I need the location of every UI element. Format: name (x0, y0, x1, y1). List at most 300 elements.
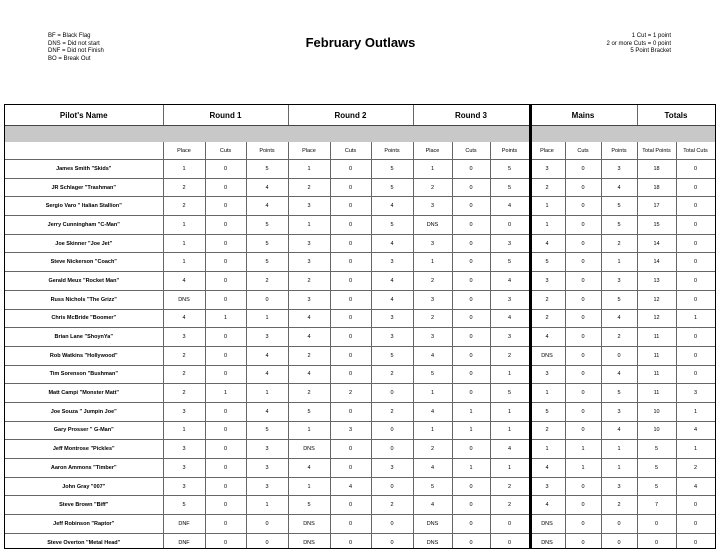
legend-line: BO = Break Out (48, 55, 91, 62)
round1-points: 5 (246, 234, 288, 253)
mains-place: 3 (529, 160, 565, 179)
round1-points: 0 (246, 533, 288, 549)
round3-points: 2 (490, 477, 529, 496)
mains-cuts: 0 (565, 290, 601, 309)
round1-points: 1 (246, 309, 288, 328)
table-row (5, 309, 715, 328)
round1-cuts: 0 (205, 253, 246, 272)
round3-cuts: 0 (452, 234, 490, 253)
total-cuts: 0 (676, 234, 715, 253)
round1-cuts: 0 (205, 402, 246, 421)
scoring-rules (606, 33, 671, 56)
subheader-cuts: Cuts (330, 142, 371, 160)
round3-cuts: 0 (452, 272, 490, 291)
mains-cuts: 0 (565, 515, 601, 534)
table-row (5, 459, 715, 478)
round1-points: 4 (246, 365, 288, 384)
round1-place: 1 (163, 421, 205, 440)
legend-line: DNF = Did not Finish (48, 48, 104, 55)
subheader-place: Place (163, 142, 205, 160)
round3-place: 3 (413, 290, 452, 309)
total-points: 14 (637, 253, 676, 272)
round2-place: 4 (288, 309, 330, 328)
round3-points: 3 (490, 290, 529, 309)
round2-place: DNS (288, 440, 330, 459)
round1-cuts: 0 (205, 178, 246, 197)
round3-place: 1 (413, 160, 452, 179)
round3-cuts: 1 (452, 402, 490, 421)
round2-cuts: 0 (330, 216, 371, 235)
pilot-name: Rob Watkins "Hollywood" (5, 346, 163, 365)
mains-points: 3 (601, 272, 637, 291)
total-points: 0 (637, 515, 676, 534)
round2-points: 5 (371, 178, 413, 197)
round1-place: 1 (163, 216, 205, 235)
total-points: 15 (637, 216, 676, 235)
round1-points: 0 (246, 515, 288, 534)
mains-cuts: 0 (565, 384, 601, 403)
mains-cuts: 0 (565, 178, 601, 197)
subheader-total-points: Total Points (637, 142, 676, 160)
mains-cuts: 0 (565, 216, 601, 235)
round2-place: 2 (288, 384, 330, 403)
mains-cuts: 0 (565, 346, 601, 365)
round3-place: 2 (413, 272, 452, 291)
round1-place: 3 (163, 477, 205, 496)
round2-place: DNS (288, 515, 330, 534)
mains-points: 4 (601, 365, 637, 384)
total-cuts: 0 (676, 160, 715, 179)
scoring-line: 2 or more Cuts = 0 point (606, 40, 671, 47)
round3-place: DNS (413, 533, 452, 549)
round3-points: 4 (490, 440, 529, 459)
round1-points: 3 (246, 459, 288, 478)
table-row (5, 440, 715, 459)
pilot-name: Jeff Montrose "Pickles" (5, 440, 163, 459)
round1-place: DNF (163, 515, 205, 534)
mains-points: 3 (601, 402, 637, 421)
round1-points: 1 (246, 496, 288, 515)
mains-place: DNS (529, 515, 565, 534)
round1-cuts: 0 (205, 477, 246, 496)
round1-cuts: 0 (205, 197, 246, 216)
round2-place: 2 (288, 272, 330, 291)
round1-place: 2 (163, 365, 205, 384)
mains-place: 2 (529, 309, 565, 328)
round3-points: 5 (490, 178, 529, 197)
round2-points: 3 (371, 328, 413, 347)
table-row (5, 197, 715, 216)
round3-points: 5 (490, 384, 529, 403)
round2-cuts: 0 (330, 178, 371, 197)
header-row (5, 105, 716, 126)
mains-place: 4 (529, 328, 565, 347)
round3-points: 4 (490, 197, 529, 216)
round2-points: 3 (371, 309, 413, 328)
table-row (5, 160, 715, 179)
pilot-name: Steve Brown "Biff" (5, 496, 163, 515)
round2-cuts: 3 (330, 421, 371, 440)
round1-place: DNS (163, 290, 205, 309)
mains-cuts: 0 (565, 253, 601, 272)
round2-points: 5 (371, 160, 413, 179)
mains-points: 1 (601, 440, 637, 459)
mains-points: 2 (601, 496, 637, 515)
scoring-line: 5 Point Bracket (630, 48, 671, 55)
pilot-name: Brian Lane "ShoynYa" (5, 328, 163, 347)
pilot-name: Jerry Cunningham "C-Man" (5, 216, 163, 235)
round1-points: 0 (246, 290, 288, 309)
mains-points: 5 (601, 197, 637, 216)
mains-place: 3 (529, 272, 565, 291)
round3-cuts: 1 (452, 421, 490, 440)
pilot-name: Tim Sorenson "Bushman" (5, 365, 163, 384)
round2-points: 0 (371, 533, 413, 549)
round3-place: 4 (413, 496, 452, 515)
round1-place: 5 (163, 496, 205, 515)
round2-place: 4 (288, 328, 330, 347)
round2-cuts: 0 (330, 533, 371, 549)
round3-cuts: 0 (452, 309, 490, 328)
header-pilot: Pilot's Name (5, 105, 163, 126)
table-row (5, 346, 715, 365)
subheader-points: Points (601, 142, 637, 160)
round2-place: 5 (288, 496, 330, 515)
round2-cuts: 0 (330, 328, 371, 347)
table-row (5, 234, 715, 253)
total-cuts: 0 (676, 346, 715, 365)
total-cuts: 0 (676, 272, 715, 291)
round2-points: 5 (371, 216, 413, 235)
pilot-name: James Smith "Skids" (5, 160, 163, 179)
round2-cuts: 0 (330, 515, 371, 534)
round3-cuts: 0 (452, 178, 490, 197)
round1-cuts: 1 (205, 309, 246, 328)
round1-place: 3 (163, 402, 205, 421)
round1-cuts: 0 (205, 365, 246, 384)
total-points: 17 (637, 197, 676, 216)
round2-place: 5 (288, 402, 330, 421)
round3-cuts: 0 (452, 496, 490, 515)
round2-place: 3 (288, 290, 330, 309)
total-points: 0 (637, 533, 676, 549)
mains-place: 1 (529, 197, 565, 216)
round1-points: 5 (246, 421, 288, 440)
round2-points: 4 (371, 197, 413, 216)
round1-points: 4 (246, 402, 288, 421)
round3-points: 3 (490, 328, 529, 347)
mains-points: 0 (601, 533, 637, 549)
round1-cuts: 0 (205, 328, 246, 347)
round1-cuts: 1 (205, 384, 246, 403)
total-points: 12 (637, 309, 676, 328)
mains-cuts: 0 (565, 160, 601, 179)
total-points: 10 (637, 421, 676, 440)
round2-place: 1 (288, 477, 330, 496)
round3-place: 2 (413, 309, 452, 328)
header-mains: Mains (529, 105, 637, 126)
scoring-line: 1 Cut = 1 point (631, 33, 671, 39)
pilot-name: Sergio Varo " Italian Stallion" (5, 197, 163, 216)
round3-place: 2 (413, 440, 452, 459)
round2-points: 4 (371, 272, 413, 291)
round3-cuts: 0 (452, 384, 490, 403)
total-points: 13 (637, 272, 676, 291)
mains-place: 3 (529, 365, 565, 384)
round3-place: 1 (413, 253, 452, 272)
total-cuts: 0 (676, 533, 715, 549)
round1-cuts: 0 (205, 440, 246, 459)
round1-place: 2 (163, 178, 205, 197)
total-cuts: 4 (676, 421, 715, 440)
round1-place: 2 (163, 384, 205, 403)
round1-cuts: 0 (205, 515, 246, 534)
mains-cuts: 0 (565, 402, 601, 421)
round1-points: 5 (246, 160, 288, 179)
mains-points: 1 (601, 253, 637, 272)
round2-points: 0 (371, 477, 413, 496)
round3-cuts: 0 (452, 477, 490, 496)
round1-points: 3 (246, 328, 288, 347)
subheader-place: Place (413, 142, 452, 160)
round2-cuts: 0 (330, 309, 371, 328)
pilot-name: Matt Campi "Monster Matt" (5, 384, 163, 403)
round1-place: 2 (163, 197, 205, 216)
round2-place: 1 (288, 160, 330, 179)
round3-place: 4 (413, 402, 452, 421)
pilot-name: Aaron Ammons "Timber" (5, 459, 163, 478)
round1-place: 3 (163, 440, 205, 459)
round1-place: 1 (163, 160, 205, 179)
round3-points: 1 (490, 421, 529, 440)
round3-points: 1 (490, 402, 529, 421)
mains-points: 4 (601, 309, 637, 328)
mains-points: 1 (601, 459, 637, 478)
total-cuts: 0 (676, 216, 715, 235)
table-row (5, 365, 715, 384)
legend-line: BF = Black Flag (48, 33, 91, 39)
total-cuts: 0 (676, 515, 715, 534)
header-round1: Round 1 (163, 105, 288, 126)
total-points: 5 (637, 477, 676, 496)
total-cuts: 4 (676, 477, 715, 496)
round1-cuts: 0 (205, 160, 246, 179)
total-points: 12 (637, 290, 676, 309)
round2-points: 2 (371, 402, 413, 421)
round2-cuts: 4 (330, 477, 371, 496)
round2-points: 0 (371, 421, 413, 440)
mains-points: 2 (601, 234, 637, 253)
mains-place: 3 (529, 477, 565, 496)
pilot-name: Russ Nichols "The Grizz" (5, 290, 163, 309)
mains-points: 3 (601, 477, 637, 496)
mains-cuts: 0 (565, 197, 601, 216)
mains-points: 4 (601, 421, 637, 440)
pilot-name: Joe Skinner "Joe Jet" (5, 234, 163, 253)
round1-points: 2 (246, 272, 288, 291)
round3-place: 1 (413, 421, 452, 440)
mains-place: 2 (529, 290, 565, 309)
round2-cuts: 2 (330, 384, 371, 403)
round1-place: 4 (163, 309, 205, 328)
round3-points: 2 (490, 346, 529, 365)
round3-points: 3 (490, 234, 529, 253)
round2-place: DNS (288, 533, 330, 549)
round1-place: 3 (163, 328, 205, 347)
round3-cuts: 0 (452, 216, 490, 235)
round3-place: 3 (413, 197, 452, 216)
results-table (5, 142, 716, 549)
round1-place: DNF (163, 533, 205, 549)
round1-place: 4 (163, 272, 205, 291)
header-totals: Totals (637, 105, 715, 126)
total-points: 18 (637, 178, 676, 197)
total-points: 11 (637, 365, 676, 384)
round2-place: 2 (288, 178, 330, 197)
round1-cuts: 0 (205, 496, 246, 515)
table-row (5, 533, 715, 549)
round3-cuts: 0 (452, 290, 490, 309)
round3-cuts: 0 (452, 533, 490, 549)
mains-cuts: 0 (565, 309, 601, 328)
total-cuts: 0 (676, 253, 715, 272)
header-round3: Round 3 (413, 105, 529, 126)
round2-points: 0 (371, 440, 413, 459)
pilot-name: John Gray "007" (5, 477, 163, 496)
total-points: 7 (637, 496, 676, 515)
round2-cuts: 0 (330, 290, 371, 309)
round3-points: 0 (490, 216, 529, 235)
round1-points: 4 (246, 346, 288, 365)
mains-cuts: 1 (565, 440, 601, 459)
subheader-points: Points (490, 142, 529, 160)
round1-points: 3 (246, 477, 288, 496)
round3-points: 1 (490, 459, 529, 478)
round3-place: 3 (413, 328, 452, 347)
round2-points: 3 (371, 253, 413, 272)
total-points: 11 (637, 384, 676, 403)
mains-cuts: 0 (565, 328, 601, 347)
subheader-blank (5, 142, 163, 160)
round3-place: 1 (413, 384, 452, 403)
mains-place: 2 (529, 178, 565, 197)
round2-cuts: 0 (330, 272, 371, 291)
round1-place: 1 (163, 234, 205, 253)
mains-divider (529, 105, 532, 549)
round3-cuts: 0 (452, 160, 490, 179)
round3-place: DNS (413, 515, 452, 534)
round2-cuts: 0 (330, 402, 371, 421)
round1-points: 5 (246, 216, 288, 235)
round1-cuts: 0 (205, 234, 246, 253)
pilot-name: Gerald Meux "Rocket Man" (5, 272, 163, 291)
table-row (5, 290, 715, 309)
mains-points: 5 (601, 216, 637, 235)
mains-cuts: 0 (565, 365, 601, 384)
pilot-name: Joe Souza " Jumpin Joe" (5, 402, 163, 421)
total-cuts: 0 (676, 178, 715, 197)
mains-cuts: 0 (565, 477, 601, 496)
total-points: 5 (637, 459, 676, 478)
round3-place: 5 (413, 365, 452, 384)
round3-cuts: 0 (452, 197, 490, 216)
mains-points: 0 (601, 515, 637, 534)
round2-cuts: 0 (330, 365, 371, 384)
total-cuts: 0 (676, 365, 715, 384)
subheader-cuts: Cuts (205, 142, 246, 160)
subheader-cuts: Cuts (452, 142, 490, 160)
mains-points: 2 (601, 328, 637, 347)
round1-place: 1 (163, 253, 205, 272)
round2-points: 0 (371, 384, 413, 403)
round2-cuts: 0 (330, 346, 371, 365)
round3-place: DNS (413, 216, 452, 235)
mains-cuts: 0 (565, 496, 601, 515)
mains-place: 4 (529, 234, 565, 253)
round2-cuts: 0 (330, 234, 371, 253)
round1-cuts: 0 (205, 346, 246, 365)
total-cuts: 0 (676, 290, 715, 309)
round3-cuts: 0 (452, 328, 490, 347)
pilot-name: Steve Overton "Metal Head" (5, 533, 163, 549)
total-cuts: 1 (676, 309, 715, 328)
mains-points: 4 (601, 178, 637, 197)
round3-cuts: 0 (452, 253, 490, 272)
mains-place: DNS (529, 346, 565, 365)
round3-place: 4 (413, 459, 452, 478)
round2-place: 4 (288, 365, 330, 384)
round3-points: 4 (490, 272, 529, 291)
round1-place: 2 (163, 346, 205, 365)
mains-place: DNS (529, 533, 565, 549)
total-points: 11 (637, 346, 676, 365)
round3-place: 3 (413, 234, 452, 253)
mains-place: 5 (529, 253, 565, 272)
round3-cuts: 0 (452, 440, 490, 459)
round3-cuts: 1 (452, 459, 490, 478)
round1-points: 4 (246, 178, 288, 197)
round1-place: 3 (163, 459, 205, 478)
total-cuts: 0 (676, 328, 715, 347)
round2-points: 0 (371, 515, 413, 534)
round3-points: 2 (490, 496, 529, 515)
round2-points: 2 (371, 365, 413, 384)
pilot-name: JR Schlager "Trashman" (5, 178, 163, 197)
mains-place: 4 (529, 496, 565, 515)
total-points: 18 (637, 160, 676, 179)
table-row (5, 515, 715, 534)
table-row (5, 272, 715, 291)
mains-points: 5 (601, 384, 637, 403)
pilot-name: Jeff Robinson "Raptor" (5, 515, 163, 534)
total-points: 10 (637, 402, 676, 421)
round1-points: 4 (246, 197, 288, 216)
round2-place: 3 (288, 234, 330, 253)
round3-place: 4 (413, 346, 452, 365)
mains-points: 3 (601, 160, 637, 179)
subheader-cuts: Cuts (565, 142, 601, 160)
round2-place: 3 (288, 253, 330, 272)
round2-place: 3 (288, 197, 330, 216)
table-row (5, 402, 715, 421)
subheader-points: Points (371, 142, 413, 160)
mains-place: 1 (529, 440, 565, 459)
round3-cuts: 0 (452, 515, 490, 534)
subheader-total-cuts: Total Cuts (676, 142, 715, 160)
round2-points: 5 (371, 346, 413, 365)
mains-place: 4 (529, 459, 565, 478)
round3-points: 4 (490, 309, 529, 328)
